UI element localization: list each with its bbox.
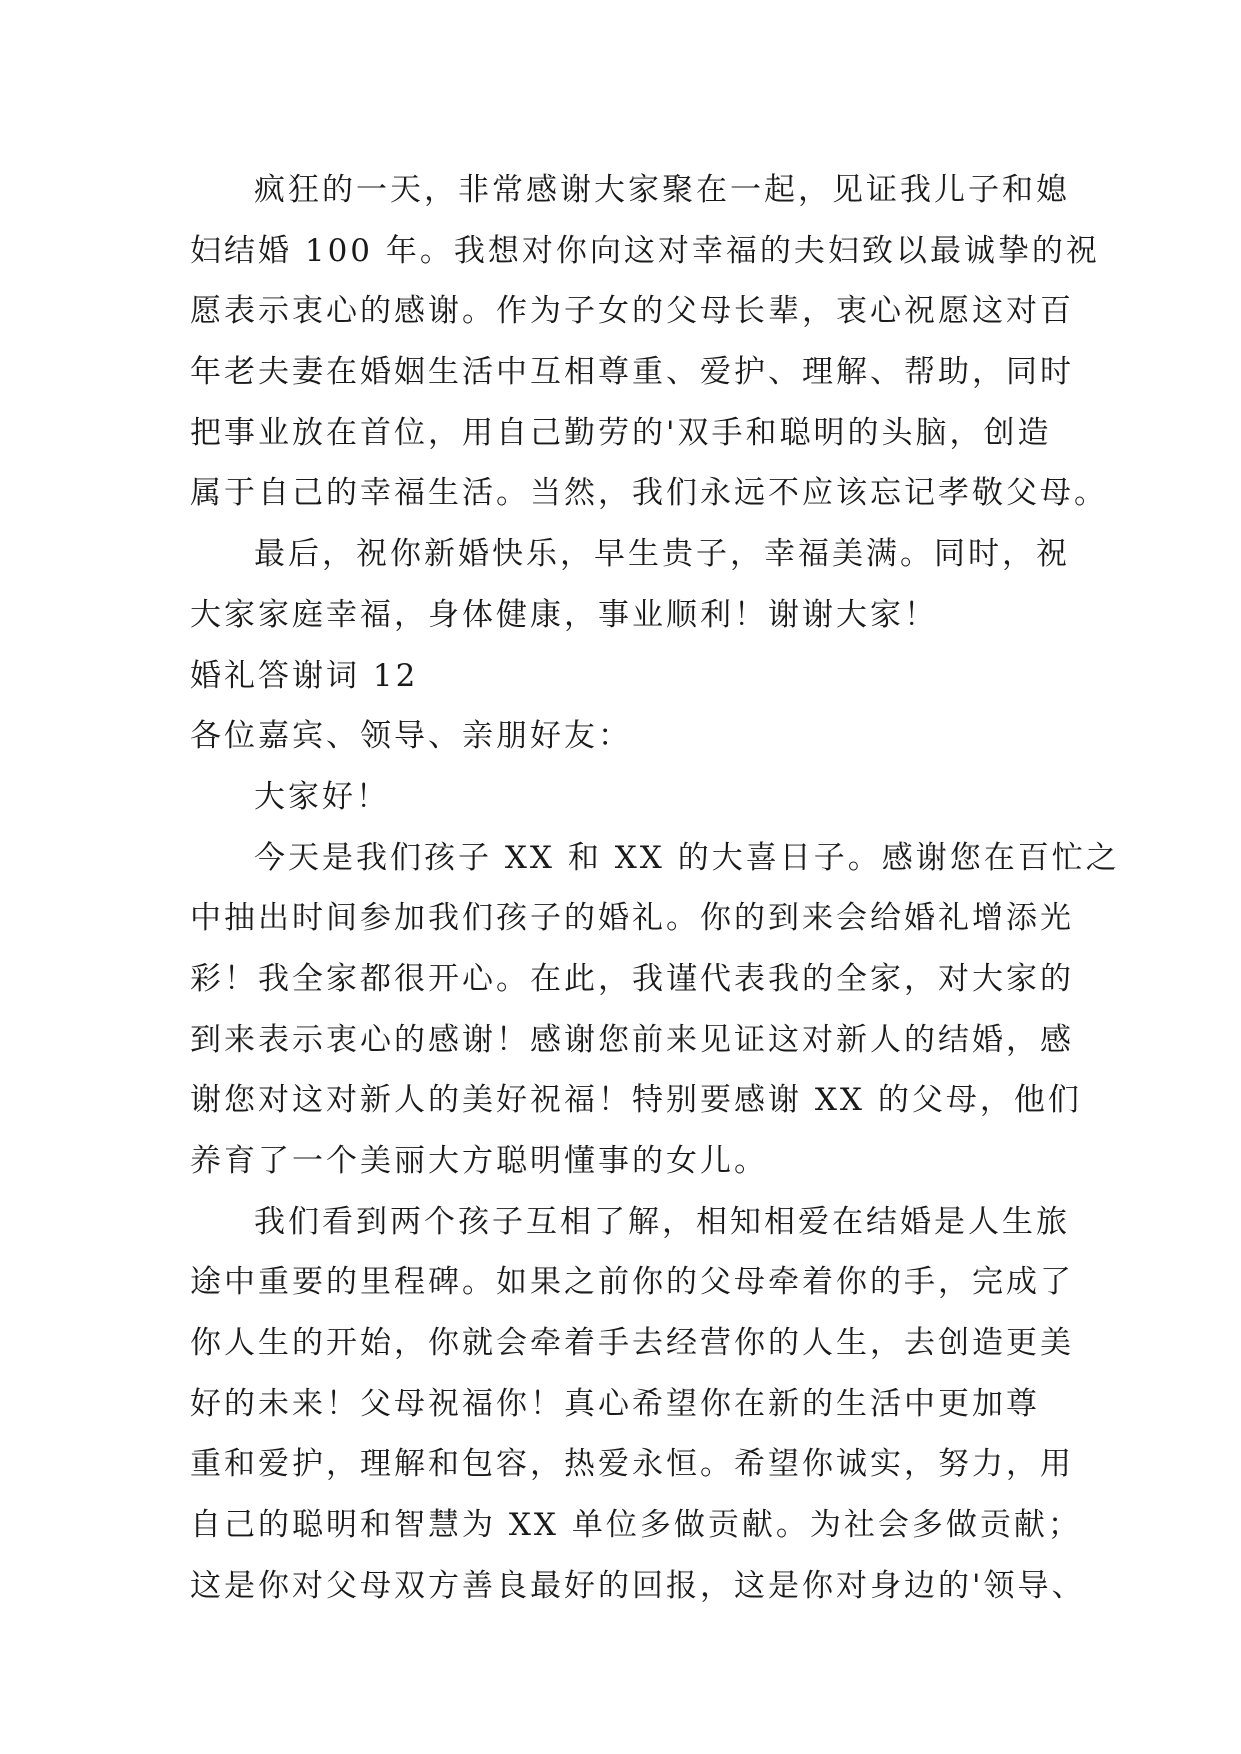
greeting: 大家好！: [254, 778, 390, 815]
text-line: 最后，祝你新婚快乐，早生贵子，幸福美满。同时，祝: [254, 536, 1070, 573]
text-line: 好的未来！父母祝福你！真心希望你在新的生活中更加尊: [190, 1385, 1040, 1422]
text-line: 中抽出时间参加我们孩子的婚礼。你的到来会给婚礼增添光: [190, 900, 1074, 937]
text-line: 重和爱护，理解和包容，热爱永恒。希望你诚实，努力，用: [190, 1446, 1074, 1483]
text-line: 到来表示衷心的感谢！感谢您前来见证这对新人的结婚，感: [190, 1021, 1074, 1058]
text-line: 自己的聪明和智慧为 XX 单位多做贡献。为社会多做贡献；: [190, 1507, 1082, 1544]
salutation: 各位嘉宾、领导、亲朋好友：: [190, 718, 632, 755]
text-line: 你人生的开始，你就会牵着手去经营你的人生，去创造更美: [190, 1325, 1074, 1362]
text-line: 大家家庭幸福，身体健康，事业顺利！谢谢大家！: [190, 596, 938, 633]
text-line: 途中重要的里程碑。如果之前你的父母牵着你的手，完成了: [190, 1264, 1074, 1301]
text-line: 把事业放在首位，用自己勤劳的'双手和聪明的头脑，创造: [190, 414, 1052, 451]
text-line: 谢您对这对新人的美好祝福！特别要感谢 XX 的父母，他们: [190, 1082, 1082, 1119]
document-body: [190, 160, 1120, 1617]
text-line: 属于自己的幸福生活。当然，我们永远不应该忘记孝敬父母。: [190, 475, 1108, 512]
text-line: 愿表示衷心的感谢。作为子女的父母长辈，衷心祝愿这对百: [190, 293, 1074, 330]
text-line: 彩！我全家都很开心。在此，我谨代表我的全家，对大家的: [190, 960, 1074, 997]
text-line: 年老夫妻在婚姻生活中互相尊重、爱护、理解、帮助，同时: [190, 354, 1074, 391]
text-line: 这是你对父母双方善良最好的回报，这是你对身边的'领导、: [190, 1567, 1086, 1604]
section-heading: 婚礼答谢词 12: [190, 657, 419, 694]
text-line: 疯狂的一天，非常感谢大家聚在一起，见证我儿子和媳: [254, 172, 1070, 208]
text-line: 妇结婚 100 年。我想对你向这对幸福的夫妇致以最诚挚的祝: [190, 232, 1100, 269]
text-line: 我们看到两个孩子互相了解，相知相爱在结婚是人生旅: [254, 1203, 1070, 1240]
text-line: 养育了一个美丽大方聪明懂事的女儿。: [190, 1143, 768, 1179]
text-line: 今天是我们孩子 XX 和 XX 的大喜日子。感谢您在百忙之: [254, 839, 1120, 876]
